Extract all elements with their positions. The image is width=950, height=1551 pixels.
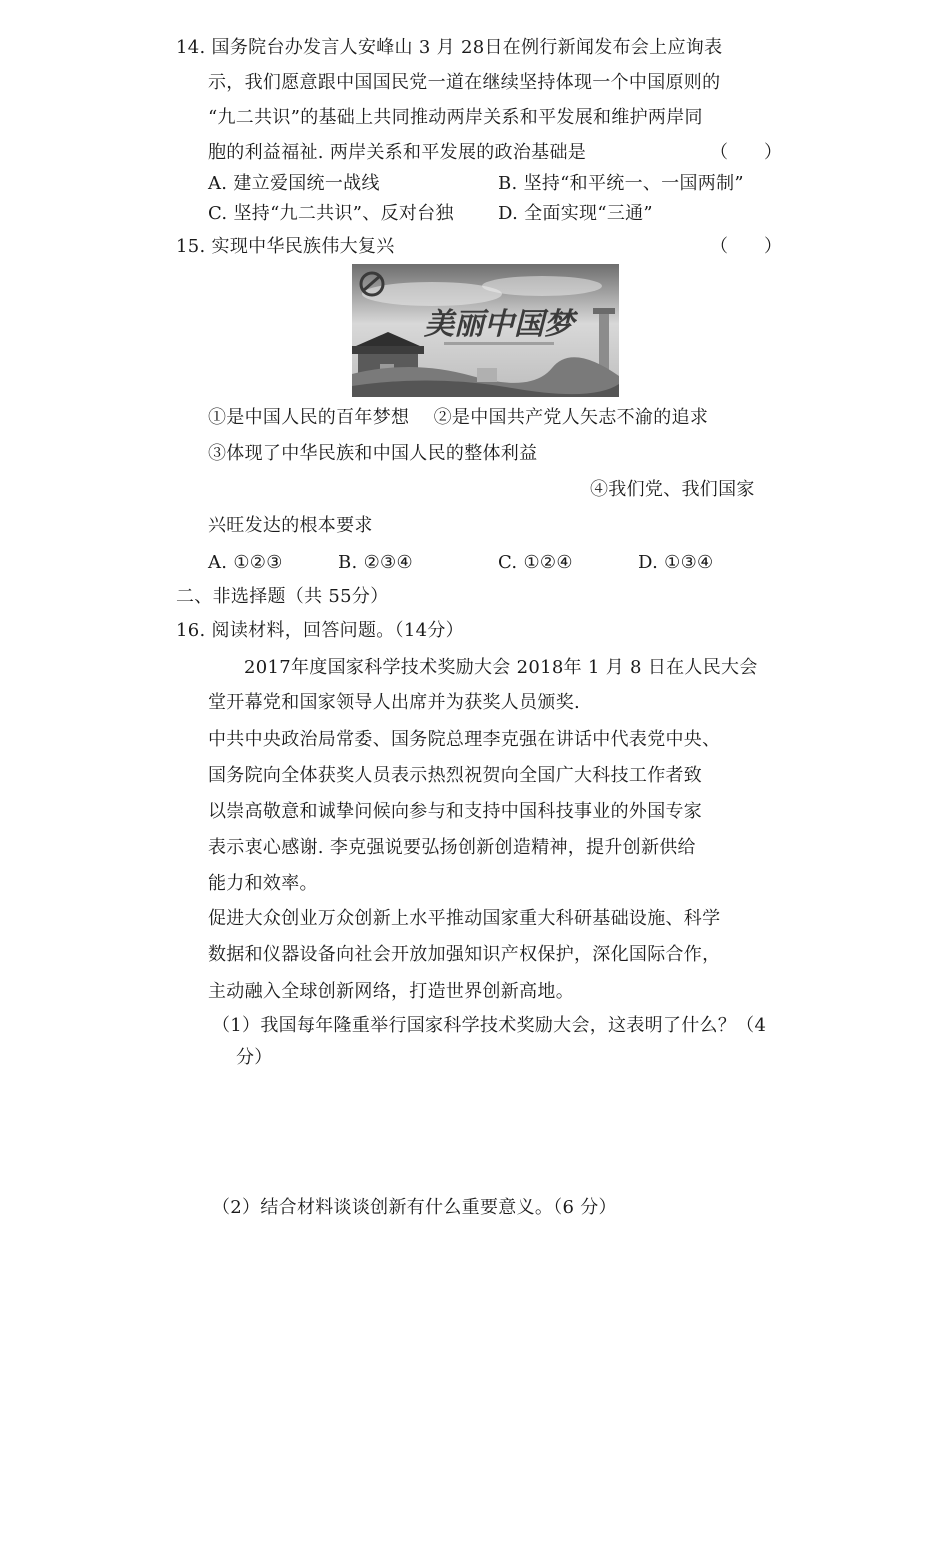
q14-option-b: B. 坚持“和平统一、一国两制” [498, 173, 744, 194]
q14-line4: 胞的利益福祉. 两岸关系和平发展的政治基础是 [208, 142, 587, 163]
q16-material-line3: 中共中央政治局常委、国务院总理李克强在讲话中代表党中央、 [208, 729, 721, 750]
q16-subquestion-1: （1）我国每年隆重举行国家科学技术奖励大会，这表明了什么？（4 [212, 1015, 767, 1036]
section-heading: 二、非选择题（共 55分） [176, 586, 389, 607]
q16-material-line6: 表示衷心感谢. 李克强说要弘扬创新创造精神，提升创新供给 [208, 837, 696, 858]
q14-line3: “九二共识”的基础上共同推动两岸关系和平发展和维护两岸同 [208, 107, 703, 128]
q16-stem: 16. 阅读材料，回答问题。（14分） [176, 620, 464, 641]
q14-option-c: C. 坚持“九二共识”、反对台独 [208, 203, 454, 224]
q15-answer-paren: （ ） [710, 236, 782, 257]
q15-item-4-part2: 兴旺发达的根本要求 [208, 515, 373, 536]
q16-material-line9: 数据和仪器设备向社会开放加强知识产权保护，深化国际合作， [208, 944, 721, 965]
china-dream-poster-image [352, 264, 619, 397]
q14-line2: 示，我们愿意跟中国国民党一道在继续坚持体现一个中国原则的 [208, 72, 721, 93]
q16-subquestion-2: （2）结合材料谈谈创新有什么重要意义。（6 分） [212, 1197, 617, 1218]
q15-option-d: D. ①③④ [638, 552, 714, 573]
q15-option-a: A. ①②③ [208, 552, 283, 573]
poster-title: 美丽中国梦 [424, 307, 574, 342]
q15-items-1-2: ①是中国人民的百年梦想 ②是中国共产党人矢志不渝的追求 [208, 407, 709, 428]
q16-material-line5: 以崇高敬意和诚挚问候向参与和支持中国科技事业的外国专家 [208, 801, 703, 822]
q14-option-d: D. 全面实现“三通” [498, 203, 653, 224]
q16-material-line1: 2017年度国家科学技术奖励大会 2018年 1 月 8 日在人民大会 [244, 657, 758, 678]
q15-option-c: C. ①②④ [498, 552, 573, 573]
q14-option-a: A. 建立爱国统一战线 [208, 173, 380, 194]
q16-material-line7: 能力和效率。 [208, 873, 318, 894]
q14-line1: 14. 国务院台办发言人安峰山 3 月 28日在例行新闻发布会上应询表 [176, 37, 723, 58]
q16-material-line8: 促进大众创业万众创新上水平推动国家重大科研基础设施、科学 [208, 908, 721, 929]
q15-item-4-part1: ④我们党、我们国家 [590, 479, 755, 500]
q16-material-line4: 国务院向全体获奖人员表示热烈祝贺向全国广大科技工作者致 [208, 765, 703, 786]
q16-subquestion-1-cont: 分） [236, 1047, 273, 1068]
q15-item-3: ③体现了中华民族和中国人民的整体利益 [208, 443, 538, 464]
q16-material-line10: 主动融入全球创新网络，打造世界创新高地。 [208, 981, 574, 1002]
q15-option-b: B. ②③④ [338, 552, 413, 573]
q16-material-line2: 堂开幕党和国家领导人出席并为获奖人员颁奖. [208, 692, 581, 713]
q15-stem: 15. 实现中华民族伟大复兴 [176, 236, 395, 257]
q14-answer-paren: （ ） [710, 142, 782, 163]
